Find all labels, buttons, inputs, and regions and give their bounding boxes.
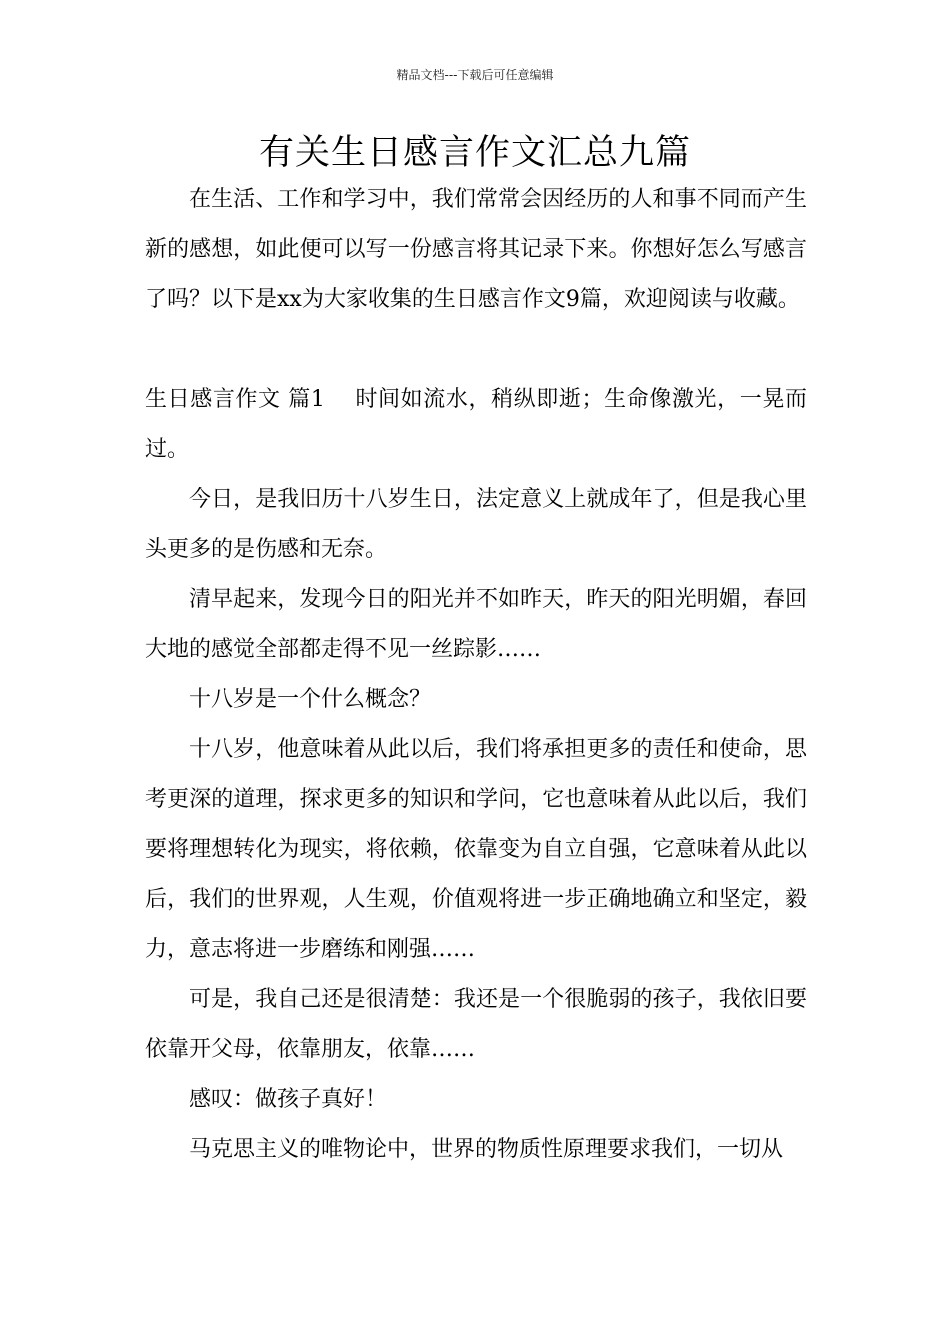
section-1-first-text: 时间如流水，稍纵即逝；生命像激光，一晃而过。	[145, 387, 807, 462]
body-paragraph: 感叹：做孩子真好！	[189, 1087, 388, 1112]
body-paragraph: 十八岁，他意味着从此以后，我们将承担更多的责任和使命，思考更深的道理，探求更多的知识和学问，它也意味着从此以后，我们要将理想转化为现实，将依赖，依靠变为自立自强，它意味着从此以后，我们的世界观，人生观，价值观将进一步正确地确立和坚定，毅力，意志将进一步磨练和刚强……	[145, 737, 807, 962]
paragraph-gap	[145, 325, 807, 375]
document-body	[145, 175, 807, 1175]
header-note: 精品文档---下载后可任意编辑	[396, 68, 554, 82]
document-title: 有关生日感言作文汇总九篇	[258, 133, 691, 173]
body-paragraph: 今日，是我旧历十八岁生日，法定意义上就成年了，但是我心里头更多的是伤感和无奈。	[145, 487, 807, 562]
intro-paragraph: 在生活、工作和学习中，我们常常会因经历的人和事不同而产生新的感想，如此便可以写一份感言将其记录下来。你想好怎么写感言了吗？以下是xx为大家收集的生日感言作文9篇，欢迎阅读与收藏。	[145, 187, 807, 312]
body-paragraph: 十八岁是一个什么概念？	[189, 687, 432, 712]
body-paragraph: 清早起来，发现今日的阳光并不如昨天，昨天的阳光明媚，春回大地的感觉全部都走得不见一丝踪影……	[145, 587, 807, 662]
body-paragraph: 马克思主义的唯物论中，世界的物质性原理要求我们，一切从	[189, 1137, 784, 1162]
section-1-heading: 生日感言作文 篇1	[145, 387, 325, 412]
body-paragraph: 可是，我自己还是很清楚：我还是一个很脆弱的孩子，我依旧要依靠开父母，依靠朋友，依靠……	[145, 987, 807, 1062]
section-1-paragraph	[145, 375, 807, 475]
